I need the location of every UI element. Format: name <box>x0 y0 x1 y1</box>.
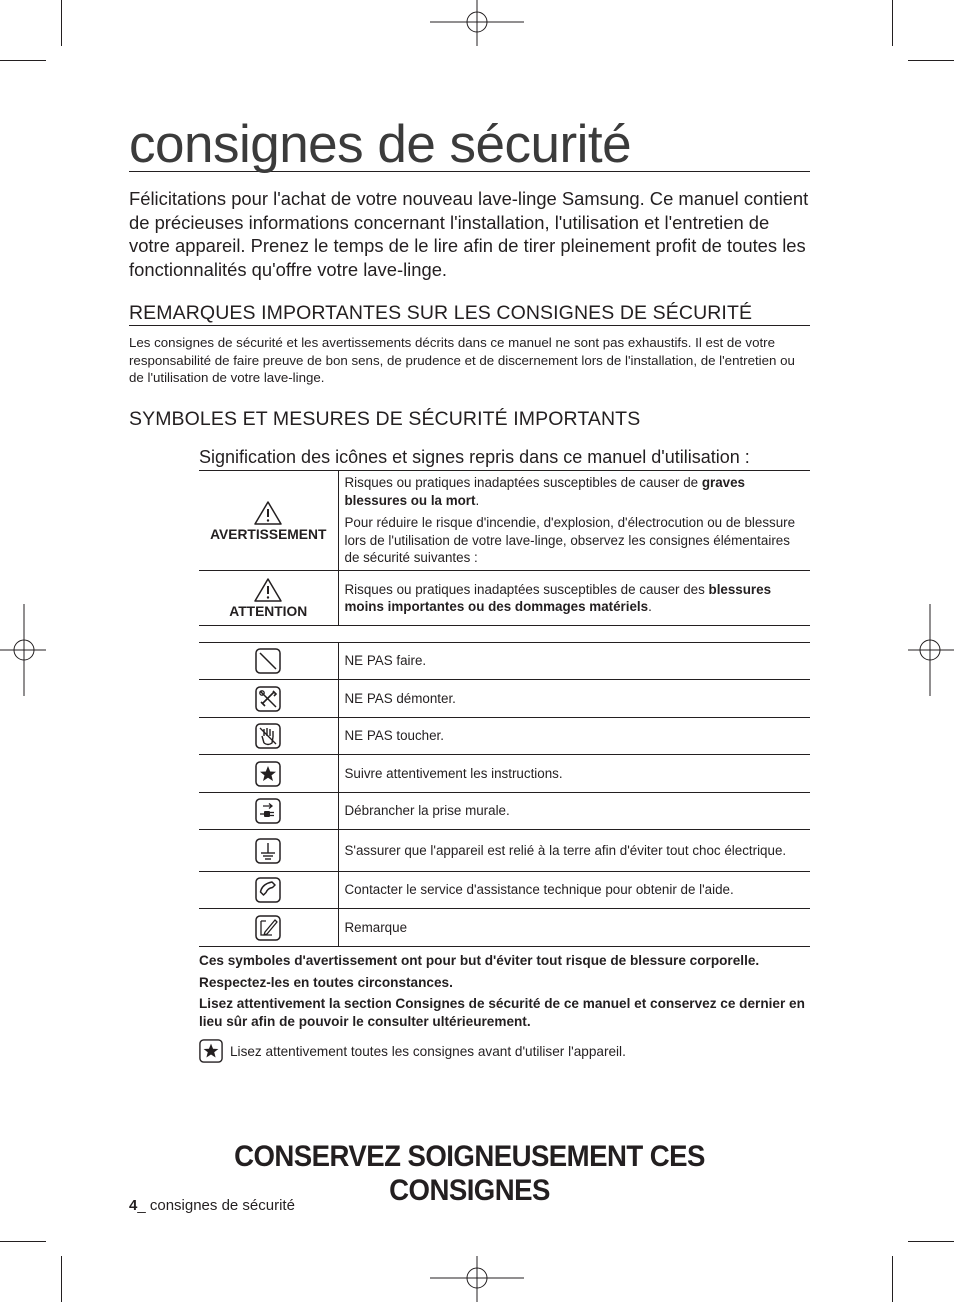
symbol-description: NE PAS démonter. <box>338 680 810 718</box>
follow-instructions-icon <box>199 1039 223 1063</box>
safety-note: Respectez-les en toutes circonstances. <box>199 974 453 990</box>
table-row <box>199 755 810 793</box>
caution-text-bold: blessures moins importantes ou des dommages matériels <box>344 581 772 614</box>
follow-instructions-icon <box>255 761 281 787</box>
crop-mark <box>892 1256 893 1302</box>
section-body-remarques: Les consignes de sécurité et les avertissements décrits dans ce manuel ne sont pas exhaustifs. Il est de votre responsabilité de faire preuve de bon sens, de prudence et de discernement lors de l'installation, de l'entretien ou de l'utilisation de votre lave-linge. <box>129 335 795 386</box>
symbol-description: Suivre attentivement les instructions. <box>338 755 810 793</box>
symbols-subheading: Signification des icônes et signes repris dans ce manuel d'utilisation : <box>199 447 750 467</box>
warning-icon-cell <box>199 471 338 571</box>
do-not-touch-icon <box>255 723 281 749</box>
caution-text-end: . <box>648 599 652 614</box>
crop-mark <box>0 1241 46 1242</box>
section-heading-remarques: REMARQUES IMPORTANTES SUR LES CONSIGNES DE SÉCURITÉ <box>129 302 810 326</box>
registration-mark-icon <box>430 0 524 46</box>
final-note <box>199 1038 810 1064</box>
crop-mark <box>892 0 893 46</box>
footer-text: _ consignes de sécurité <box>137 1197 295 1214</box>
symbol-description: Débrancher la prise murale. <box>338 793 810 830</box>
table-row <box>199 793 810 830</box>
table-row <box>199 872 810 909</box>
intro-paragraph: Félicitations pour l'achat de votre nouveau lave-linge Samsung. Ce manuel contient de précieuses informations concernant l'installation, l'utilisation et l'entretien de votre appareil. Prenez le temps de le lire afin de tirer pleinement profit de toutes les fonctionnalités qu'offre votre lave-linge. <box>129 188 809 280</box>
warning-triangle-icon <box>253 500 283 526</box>
note-icon <box>255 915 281 941</box>
symbols-table <box>199 642 810 947</box>
crop-mark <box>61 1256 62 1302</box>
crop-mark <box>908 1241 954 1242</box>
prohibited-icon <box>255 648 281 674</box>
warning-table <box>199 470 810 626</box>
symbol-description: NE PAS faire. <box>338 643 810 680</box>
keep-instructions-heading: CONSERVEZ SOIGNEUSEMENT CES CONSIGNES <box>234 1140 705 1207</box>
registration-mark-icon <box>908 604 954 696</box>
warning-text: Risques ou pratiques inadaptées susceptibles de causer de <box>344 475 702 491</box>
table-row <box>199 471 810 571</box>
page-number: 4 <box>129 1197 138 1214</box>
safety-notes <box>199 952 810 1034</box>
warning-text-end: . <box>475 492 480 508</box>
table-row <box>199 830 810 872</box>
symbol-description: Contacter le service d'assistance technique pour obtenir de l'aide. <box>338 872 810 909</box>
page-title: consignes de sécurité <box>129 122 810 172</box>
safety-note: Ces symboles d'avertissement ont pour but d'éviter tout risque de blessure corporelle. <box>199 953 760 968</box>
caution-description <box>338 571 810 626</box>
registration-mark-icon <box>430 1256 524 1302</box>
crop-mark <box>0 60 46 61</box>
crop-mark <box>61 0 62 46</box>
registration-mark-icon <box>0 604 46 696</box>
page-footer <box>129 1197 295 1214</box>
crop-mark <box>908 60 954 61</box>
section-heading-symboles: SYMBOLES ET MESURES DE SÉCURITÉ IMPORTANTS <box>129 408 641 430</box>
warning-extra-text: Pour réduire le risque d'incendie, d'explosion, d'électrocution ou de blessure lors de l'utilisation de votre lave-linge, observez les consignes élémentaires de sécurité suivantes : <box>344 515 796 566</box>
warning-label: AVERTISSEMENT <box>210 526 327 542</box>
warning-triangle-icon <box>253 577 283 603</box>
phone-icon <box>255 877 281 903</box>
safety-note: Lisez attentivement la section Consignes de sécurité de ce manuel et conservez ce dernier en lieu sûr afin de pouvoir le consulter ultérieurement. <box>199 996 805 1029</box>
symbol-description: S'assurer que l'appareil est relié à la terre afin d'éviter tout choc électrique. <box>338 830 810 872</box>
caution-text: Risques ou pratiques inadaptées susceptibles de causer des <box>344 581 709 597</box>
table-row <box>199 909 810 947</box>
warning-description <box>338 471 810 571</box>
table-row <box>199 571 810 626</box>
table-row <box>199 718 810 755</box>
ground-icon <box>255 838 281 864</box>
symbol-description: Remarque <box>338 909 810 947</box>
caution-label: ATTENTION <box>229 604 308 619</box>
table-row <box>199 680 810 718</box>
warning-text-bold: graves blessures ou la mort <box>344 475 745 508</box>
caution-icon-cell <box>199 571 338 626</box>
do-not-disassemble-icon <box>255 686 281 712</box>
symbol-description: NE PAS toucher. <box>338 718 810 755</box>
final-note-text: Lisez attentivement toutes les consignes avant d'utiliser l'appareil. <box>230 1043 626 1059</box>
unplug-icon <box>255 798 281 824</box>
table-row <box>199 643 810 680</box>
